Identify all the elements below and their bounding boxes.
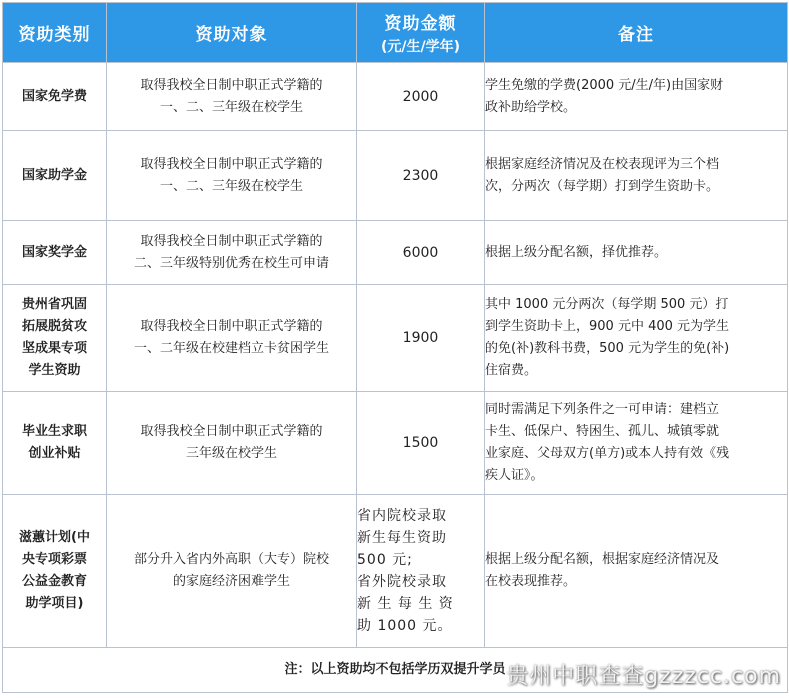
cell-remark-line: 根据上级分配名额，择优推荐。 (485, 244, 668, 260)
cell-target-line: 部分升入省内外高职（大专）院校 (133, 552, 329, 567)
cell-amount-line: 1500 (402, 435, 439, 451)
cell-category (3, 285, 107, 392)
cell-amount (357, 285, 485, 392)
cell-category (3, 495, 107, 648)
header-category: 资助类别 (3, 3, 107, 63)
cell-remark (485, 221, 788, 285)
cell-category-line: 贵州省巩固 (21, 297, 87, 312)
cell-category-line: 毕业生求职 (21, 424, 87, 439)
table-header-row (3, 3, 788, 63)
cell-amount-line: 助 1000 元。 (357, 618, 453, 634)
table-row (3, 63, 788, 131)
cell-category-line: 学生资助 (28, 363, 81, 378)
cell-remark-line: 其中 1000 元分两次（每学期 500 元）打 (485, 297, 729, 312)
cell-amount-line: 新生每生资助 (357, 530, 447, 546)
cell-amount (357, 221, 485, 285)
cell-remark (485, 131, 788, 221)
cell-amount-line: 省内院校录取 (357, 508, 447, 524)
cell-category-line: 公益金教育 (21, 574, 87, 589)
cell-target-line: 取得我校全日制中职正式学籍的 (140, 424, 323, 439)
cell-amount-line: 1900 (402, 330, 439, 346)
cell-category-line: 国家免学费 (21, 88, 87, 104)
header-target: 资助对象 (107, 3, 357, 63)
cell-remark-line: 在校表现推荐。 (485, 574, 577, 589)
cell-category-line: 助学项目) (25, 596, 84, 611)
cell-target (107, 285, 357, 392)
cell-category (3, 63, 107, 131)
cell-remark-line: 次，分两次（每学期）打到学生资助卡。 (485, 178, 720, 194)
cell-remark-line: 同时需满足下列条件之一可申请：建档立 (485, 402, 720, 417)
cell-target-line: 取得我校全日制中职正式学籍的 (140, 156, 323, 172)
cell-amount (357, 392, 485, 495)
cell-category-line: 国家奖学金 (21, 244, 87, 260)
cell-category-line: 坚成果专项 (21, 341, 87, 356)
cell-target (107, 131, 357, 221)
table-row (3, 285, 788, 392)
cell-target (107, 392, 357, 495)
cell-amount (357, 495, 485, 648)
cell-target-line: 二、三年级特别优秀在校生可申请 (133, 255, 329, 271)
cell-remark-line: 的免(补)教科书费，500 元为学生的免(补) (485, 341, 730, 356)
cell-amount-line: 省外院校录取 (357, 574, 447, 590)
cell-amount-line: 6000 (402, 244, 439, 261)
cell-target-line: 取得我校全日制中职正式学籍的 (140, 77, 323, 93)
cell-target (107, 495, 357, 648)
cell-amount-line: 500 元; (357, 552, 413, 568)
cell-remark (485, 285, 788, 392)
cell-category (3, 392, 107, 495)
cell-amount (357, 131, 485, 221)
cell-amount (357, 63, 485, 131)
cell-remark-line: 疾人证》。 (485, 468, 544, 483)
cell-remark (485, 63, 788, 131)
cell-target-line: 取得我校全日制中职正式学籍的 (140, 319, 323, 334)
cell-remark (485, 392, 788, 495)
cell-target-line: 一、二年级在校建档立卡贫困学生 (133, 341, 329, 356)
cell-target-line: 的家庭经济困难学生 (172, 574, 290, 589)
cell-target-line: 三年级在校学生 (185, 446, 277, 461)
cell-amount-line: 2000 (402, 88, 439, 105)
cell-target-line: 一、二、三年级在校学生 (159, 178, 303, 194)
footer-note: 注：以上资助均不包括学历双提升学员 (3, 648, 788, 693)
cell-target-line: 一、二、三年级在校学生 (159, 99, 303, 115)
cell-remark-line: 业家庭、父母双方(单方)或本人持有效《残 (485, 446, 730, 461)
table-row (3, 131, 788, 221)
table-row (3, 392, 788, 495)
header-amount-unit: (元/生/学年) (380, 39, 461, 55)
cell-remark-line: 学生免缴的学费(2000 元/生/年)由国家财 (485, 77, 724, 93)
header-amount: 资助金额 (元/生/学年) (357, 3, 485, 63)
cell-category-line: 拓展脱贫攻 (21, 319, 87, 334)
student-aid-table (2, 2, 788, 693)
table-row (3, 495, 788, 648)
cell-category-line: 创业补贴 (28, 446, 81, 461)
cell-remark-line: 根据上级分配名额，根据家庭经济情况及 (485, 552, 720, 567)
cell-target-line: 取得我校全日制中职正式学籍的 (140, 233, 323, 249)
cell-remark (485, 495, 788, 648)
cell-target (107, 221, 357, 285)
cell-remark-line: 根据家庭经济情况及在校表现评为三个档 (485, 156, 720, 172)
cell-remark-line: 到学生资助卡上，900 元中 400 元为学生 (485, 319, 730, 334)
cell-target (107, 63, 357, 131)
cell-category (3, 131, 107, 221)
header-remark: 备注 (485, 3, 788, 63)
cell-category-line: 国家助学金 (21, 167, 87, 183)
watermark: 贵州中职查查gzzzcc.com (506, 664, 781, 689)
cell-category-line: 滋蕙计划(中 (19, 530, 90, 545)
cell-remark-line: 政补助给学校。 (485, 99, 577, 115)
cell-category (3, 221, 107, 285)
table-row (3, 221, 788, 285)
cell-amount-line: 新 生 每 生 资 (357, 596, 454, 612)
cell-category-line: 央专项彩票 (21, 552, 87, 567)
cell-remark-line: 卡生、低保户、特困生、孤儿、城镇零就 (485, 424, 720, 439)
cell-amount-line: 2300 (402, 167, 439, 184)
cell-remark-line: 住宿费。 (485, 363, 538, 378)
